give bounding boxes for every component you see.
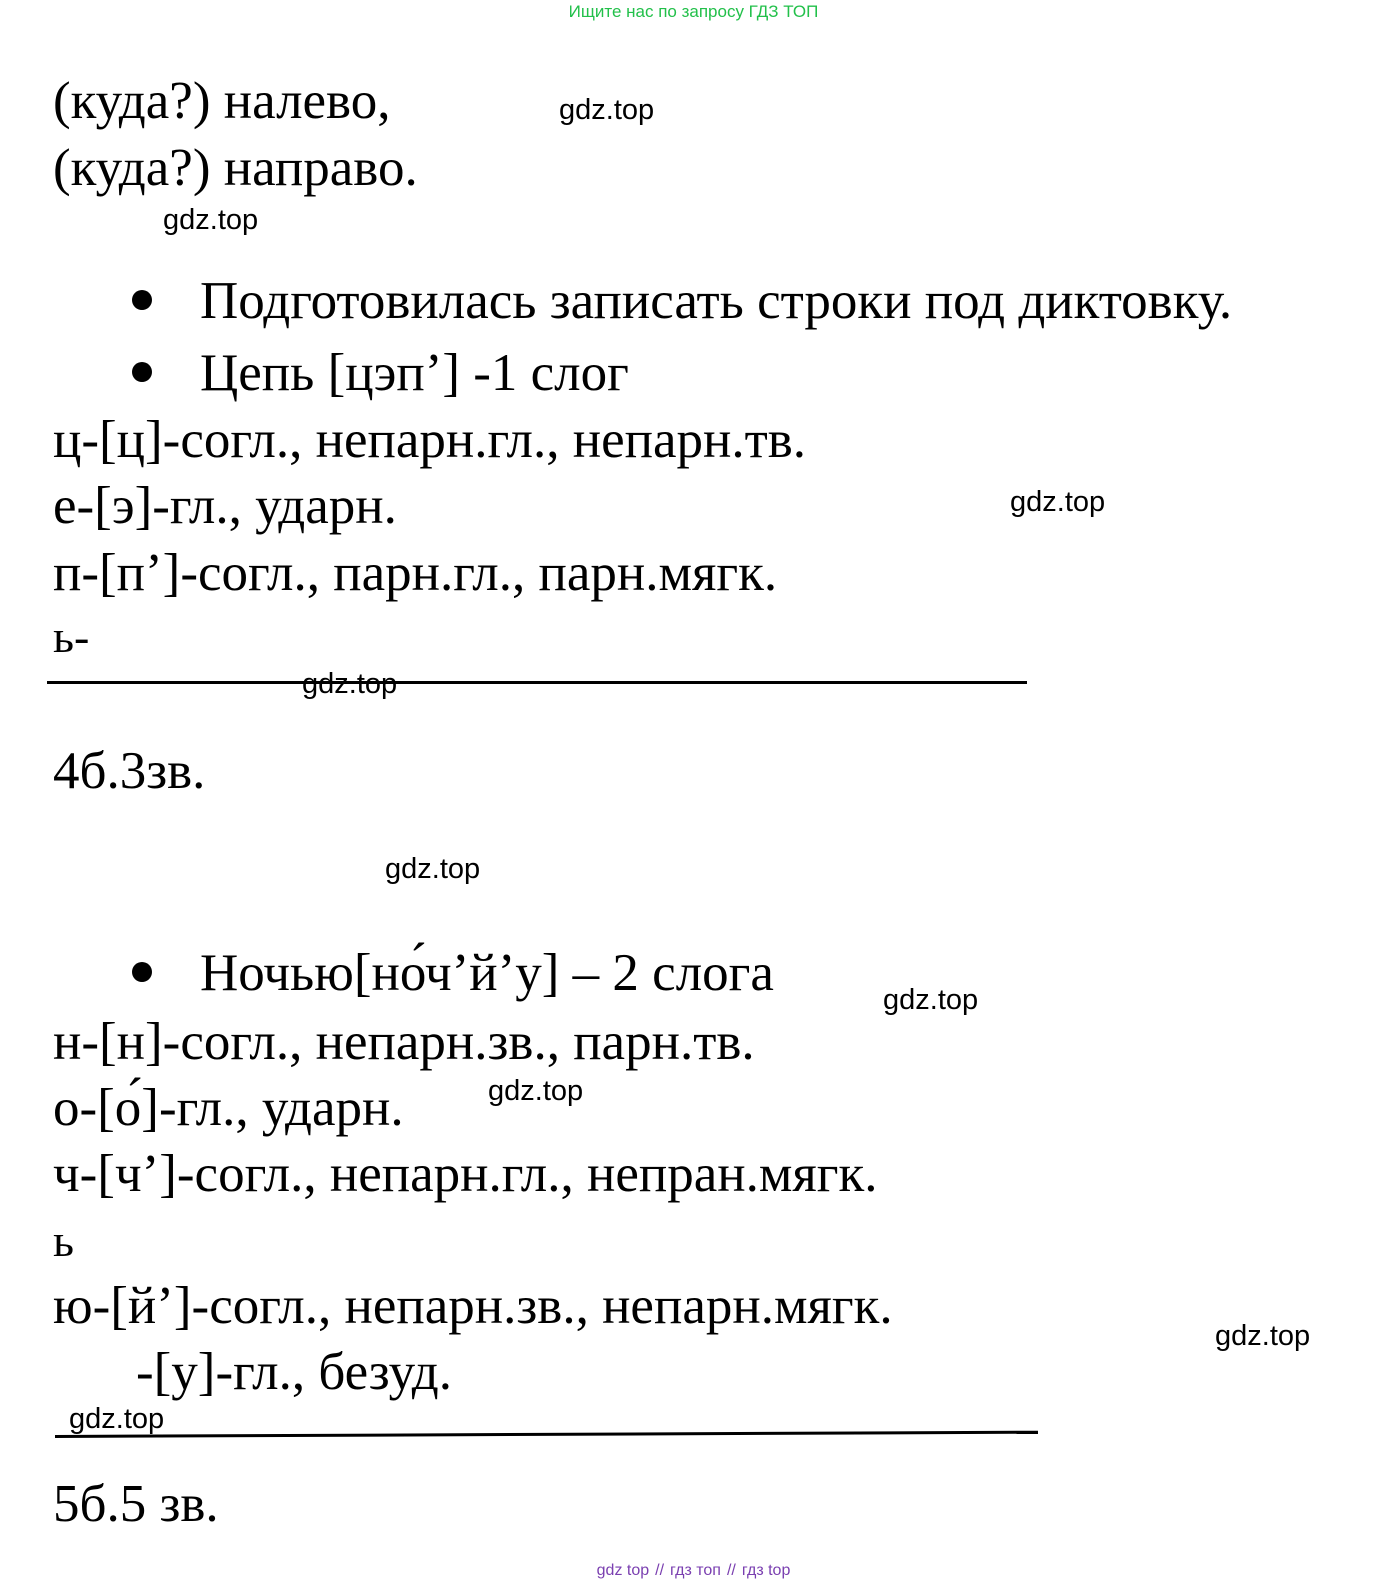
text-line: ю-[й’]-согл., непарн.зв., непарн.мягк. (53, 1277, 893, 1335)
bullet-text: Ночью[но́ч’й’у] – 2 слога (200, 944, 774, 1002)
text-line: о-[о́]-гл., ударн. (53, 1079, 404, 1137)
watermark: gdz.top (883, 984, 979, 1016)
search-banner: Ищите нас по запросу ГДЗ ТОП (568, 2, 819, 21)
watermark: gdz.top (385, 853, 481, 885)
watermark: gdz.top (559, 94, 655, 126)
watermark: gdz.top (488, 1075, 584, 1107)
watermark: gdz.top (302, 668, 398, 700)
divider-line (55, 1431, 1038, 1438)
bullet-text: Цепь [цэп’] -1 слог (200, 344, 629, 402)
bullet-dot (132, 962, 152, 982)
text-line: н-[н]-согл., непарн.зв., парн.тв. (53, 1013, 755, 1071)
bullet-dot (132, 362, 152, 382)
divider-line (47, 681, 1027, 684)
text-line: ч-[ч’]-согл., непарн.гл., непран.мягк. (53, 1145, 878, 1203)
text-line: (куда?) направо. (53, 139, 418, 197)
text-line: ь (53, 1215, 74, 1266)
watermark: gdz.top (69, 1403, 165, 1435)
footer-link[interactable]: гдз top (741, 1562, 791, 1579)
footer-links (0, 1563, 1387, 1579)
text-line: ь- (53, 611, 90, 662)
footer-link[interactable]: гдз топ (670, 1562, 721, 1579)
text-line: п-[п’]-согл., парн.гл., парн.мягк. (53, 544, 778, 602)
footer-separator: // (726, 1562, 736, 1579)
footer-link[interactable]: gdz top (596, 1562, 650, 1579)
text-line: -[у]-гл., безуд. (136, 1343, 452, 1401)
bullet-dot (132, 290, 152, 310)
summary-text: 5б.5 зв. (53, 1475, 219, 1533)
bullet-text: Подготовилась записать строки под диктовку. (200, 272, 1233, 330)
footer-separator: // (655, 1562, 665, 1579)
watermark: gdz.top (1215, 1320, 1311, 1352)
watermark: gdz.top (1010, 486, 1106, 518)
text-line: (куда?) налево, (53, 72, 391, 130)
summary-text: 4б.3зв. (53, 742, 206, 800)
text-line: ц-[ц]-согл., непарн.гл., непарн.тв. (53, 411, 807, 469)
watermark: gdz.top (163, 204, 259, 236)
text-line: е-[э]-гл., ударн. (53, 477, 397, 535)
